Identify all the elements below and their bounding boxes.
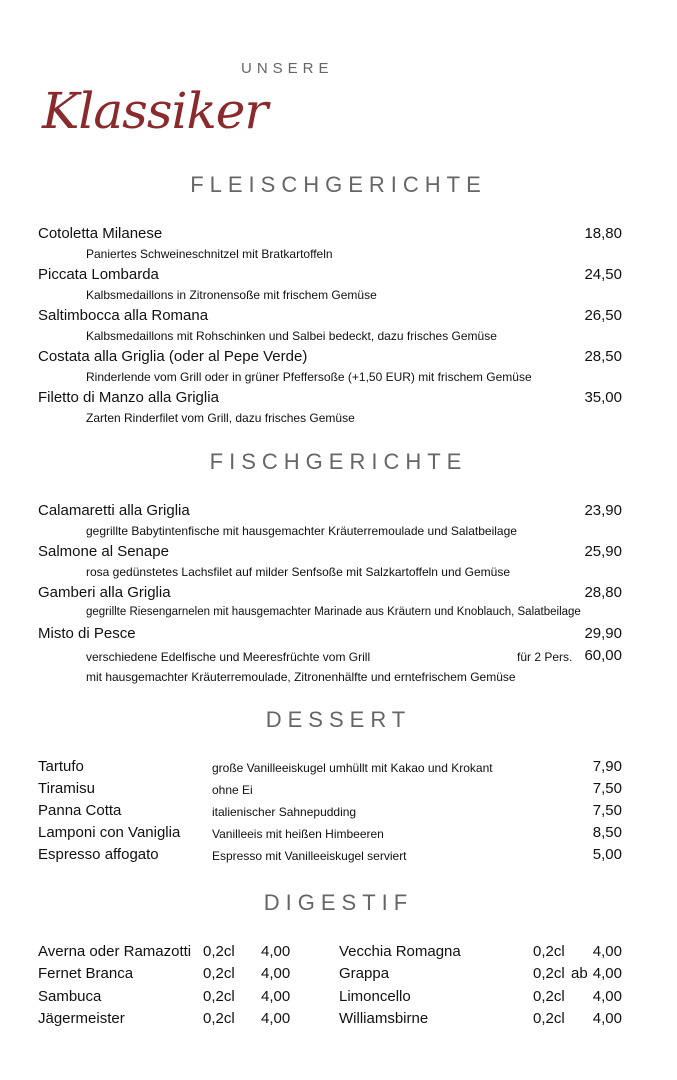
dish-description: gegrillte Riesengarnelen mit hausgemachter Marinade aus Kräutern und Knoblauch, Salatbeilage [86, 606, 581, 618]
section-title-fleisch: FLEISCHGERICHTE [190, 172, 487, 197]
dessert-name: Panna Cotta [38, 802, 122, 819]
dish-price: 28,50 [584, 348, 622, 365]
digestif-price: 4,00 [261, 988, 291, 1005]
dish-description: Kalbsmedaillons in Zitronensoße mit frischem Gemüse [86, 288, 377, 302]
dessert-name: Lamponi con Vaniglia [38, 824, 181, 841]
digestif-name: Jägermeister [38, 1010, 125, 1027]
digestif-size: 0,2cl [533, 1010, 565, 1027]
dish-description: Kalbsmedaillons mit Rohschinken und Salbei bedeckt, dazu frisches Gemüse [86, 329, 497, 343]
dish-name: Filetto di Manzo alla Griglia [38, 389, 219, 406]
digestif-name: Grappa [339, 965, 390, 982]
dessert-name: Tiramisu [38, 780, 95, 797]
dish-name: Gamberi alla Griglia [38, 584, 171, 601]
digestif-price: 4,00 [592, 943, 622, 960]
digestif-size: 0,2cl [203, 1010, 235, 1027]
dish-name: Piccata Lombarda [38, 266, 159, 283]
dish-description: Rinderlende vom Grill oder in grüner Pfeffersoße (+1,50 EUR) mit frischem Gemüse [86, 370, 532, 384]
dish-price: 25,90 [584, 543, 622, 560]
dessert-price: 7,90 [592, 758, 622, 775]
dish-price: 23,90 [584, 502, 622, 519]
dessert-description: italienischer Sahnepudding [212, 805, 357, 819]
dessert-price: 8,50 [592, 824, 622, 841]
dish-name: Salmone al Senape [38, 543, 169, 560]
digestif-size: 0,2cl [203, 988, 235, 1005]
dish-price-2: 60,00 [584, 647, 622, 664]
dessert-description: Vanilleeis mit heißen Himbeeren [212, 827, 384, 841]
dish-description-2: mit hausgemachter Kräuterremoulade, Zitronenhälfte und erntefrischem Gemüse [86, 670, 516, 684]
digestif-size: 0,2cl [533, 965, 565, 982]
dessert-name: Espresso affogato [38, 846, 159, 863]
dish-name: Misto di Pesce [38, 625, 136, 642]
section-title-digestif: DIGESTIF [263, 890, 414, 915]
dish-name: Costata alla Griglia (oder al Pepe Verde) [38, 348, 308, 365]
digestif-prefix: ab [571, 965, 588, 982]
dish-name: Cotoletta Milanese [38, 225, 163, 242]
dessert-description: ohne Ei [212, 783, 253, 797]
digestif-price: 4,00 [261, 943, 291, 960]
dessert-price: 7,50 [592, 802, 622, 819]
section-title-fisch: FISCHGERICHTE [209, 449, 468, 474]
dish-name: Saltimbocca alla Romana [38, 307, 209, 324]
digestif-size: 0,2cl [203, 943, 235, 960]
dessert-description: große Vanilleeiskugel umhüllt mit Kakao und Krokant [212, 761, 493, 775]
digestif-name: Limoncello [339, 988, 411, 1005]
dessert-price: 5,00 [592, 846, 622, 863]
digestif-size: 0,2cl [533, 988, 565, 1005]
dish-price: 24,50 [584, 266, 622, 283]
dish-price: 18,80 [584, 225, 622, 242]
digestif-name: Averna oder Ramazotti [38, 943, 192, 960]
dish-description: Zarten Rinderfilet vom Grill, dazu frisches Gemüse [86, 411, 355, 425]
dish-description: verschiedene Edelfische und Meeresfrüchte vom Grill [86, 650, 371, 664]
digestif-name: Sambuca [38, 988, 102, 1005]
digestif-name: Fernet Branca [38, 965, 134, 982]
digestif-size: 0,2cl [203, 965, 235, 982]
digestif-name: Vecchia Romagna [339, 943, 461, 960]
dessert-description: Espresso mit Vanilleeiskugel serviert [212, 849, 407, 863]
dessert-price: 7,50 [592, 780, 622, 797]
digestif-price: 4,00 [592, 965, 622, 982]
header-title: Klassiker [42, 82, 268, 140]
dish-description: rosa gedünstetes Lachsfilet auf milder Senfsoße mit Salzkartoffeln und Gemüse [86, 565, 511, 579]
dish-persons: für 2 Pers. [517, 650, 573, 664]
digestif-price: 4,00 [261, 1010, 291, 1027]
digestif-name: Williamsbirne [339, 1010, 429, 1027]
dish-description: gegrillte Babytintenfische mit hausgemachter Kräuterremoulade und Salatbeilage [86, 524, 517, 538]
header-subtitle: UNSERE [241, 60, 334, 77]
dish-price: 35,00 [584, 389, 622, 406]
dish-price: 29,90 [584, 625, 622, 642]
dish-name: Calamaretti alla Griglia [38, 502, 190, 519]
digestif-price: 4,00 [261, 965, 291, 982]
digestif-price: 4,00 [592, 988, 622, 1005]
dish-price: 28,80 [584, 584, 622, 601]
digestif-price: 4,00 [592, 1010, 622, 1027]
dish-price: 26,50 [584, 307, 622, 324]
dish-description: Paniertes Schweineschnitzel mit Bratkartoffeln [86, 247, 333, 261]
section-title-dessert: DESSERT [265, 707, 412, 732]
dessert-name: Tartufo [38, 758, 84, 775]
digestif-size: 0,2cl [533, 943, 565, 960]
